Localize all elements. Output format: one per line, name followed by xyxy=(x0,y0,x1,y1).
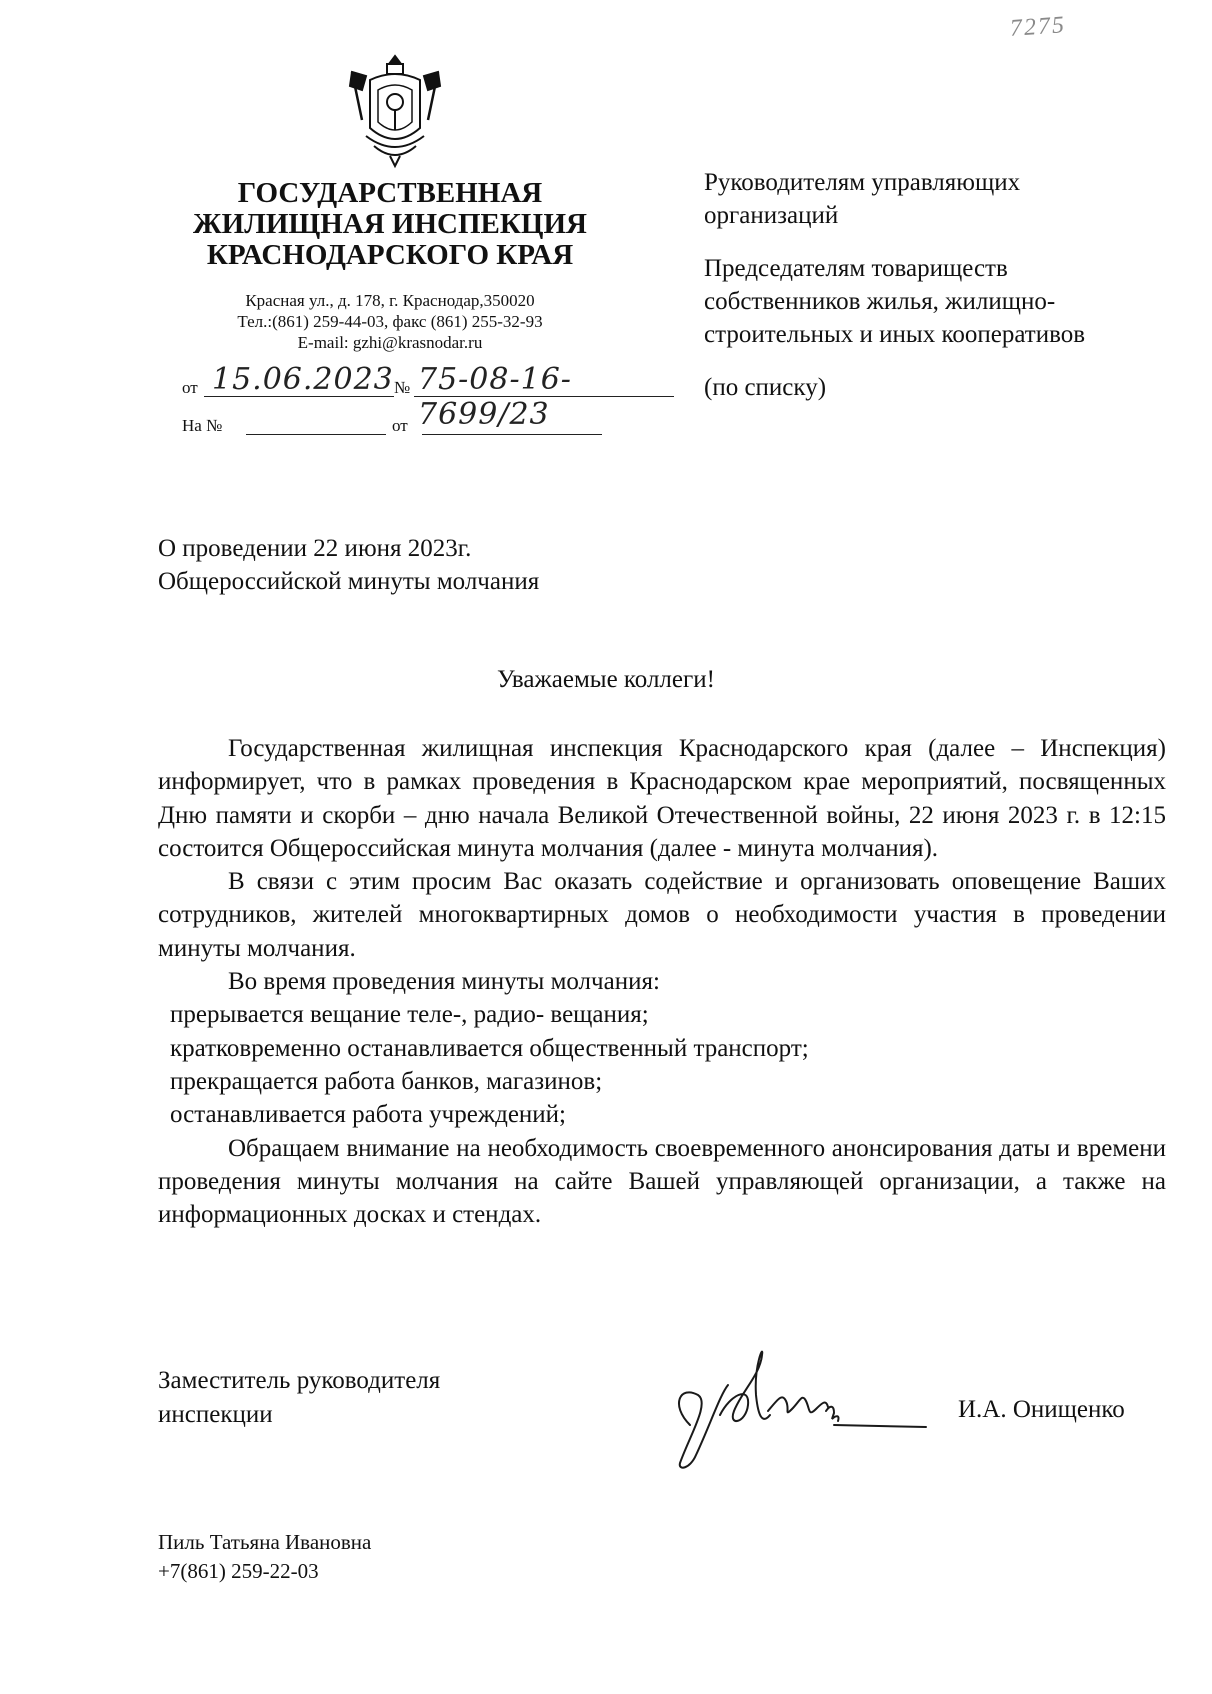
list-item: останавливается работа учреждений; xyxy=(170,1101,566,1129)
ref-number-underline xyxy=(246,434,386,435)
handwritten-signature xyxy=(650,1345,930,1475)
org-title-line: ЖИЛИЩНАЯ ИНСПЕКЦИЯ xyxy=(193,208,587,240)
ref-from-label: от xyxy=(392,416,408,435)
signer-name: И.А. Онищенко xyxy=(958,1396,1125,1423)
subject-line: О проведении 22 июня 2023г. xyxy=(158,535,472,562)
body-paragraph: Во время проведения минуты молчания: xyxy=(228,968,660,996)
handwritten-date: 15.06.2023 xyxy=(212,362,394,397)
executor-phone: +7(861) 259-22-03 xyxy=(158,1559,319,1583)
letter-subject xyxy=(158,532,539,598)
number-label: № xyxy=(394,378,411,397)
phone-fax: Тел.:(861) 259-44-03, факс (861) 255-32-93 xyxy=(237,312,543,331)
body-paragraph: В связи с этим просим Вас оказать содействие и организовать оповещение Ваших сотрудников, жителей многоквартирных домов о необходимости участия в проведении минуты молчания. xyxy=(158,868,1166,962)
closing-paragraph: Обращаем внимание на необходимость своевременного анонсирования даты и времени проведения минуты молчания на сайте Вашей управляющей организации, а также на информационных досках и стендах. xyxy=(158,1134,1166,1229)
list-item: кратковременно останавливается общественный транспорт; xyxy=(170,1034,809,1062)
executor-name: Пиль Татьяна Ивановна xyxy=(158,1530,372,1554)
handwritten-number: 75-08-16-7699/23 xyxy=(418,362,572,432)
org-title-line: КРАСНОДАРСКОГО КРАЯ xyxy=(206,239,574,271)
ref-from-underline xyxy=(422,434,602,435)
subject-line: Общероссийской минуты молчания xyxy=(158,568,540,595)
coat-of-arms-icon xyxy=(340,50,450,170)
letter-body xyxy=(158,732,1166,1231)
addressee: Руководителям управляющих организаций xyxy=(704,169,1021,229)
greeting: Уважаемые коллеги! xyxy=(497,666,715,693)
executor-block xyxy=(158,1528,371,1586)
email: E-mail: gzhi@krasnodar.ru xyxy=(297,333,483,352)
list-item: прекращается работа банков, магазинов; xyxy=(170,1067,603,1095)
ref-number-label: На № xyxy=(182,416,223,435)
signer-title xyxy=(158,1364,440,1432)
signer-title-line: Заместитель руководителя xyxy=(158,1367,441,1394)
date-label: от xyxy=(182,378,198,397)
signer-title-line: инспекции xyxy=(158,1401,273,1428)
reference-line xyxy=(182,416,622,440)
handwritten-corner-mark: 7275 xyxy=(1009,12,1067,42)
organization-title xyxy=(160,178,620,271)
addressee: (по списку) xyxy=(704,374,827,401)
list-item: прерывается вещание теле-, радио- вещания; xyxy=(170,1001,649,1029)
org-title-line: ГОСУДАРСТВЕННАЯ xyxy=(237,177,543,209)
addressees-block xyxy=(704,166,1124,424)
addressee: Председателям товариществ собственников жилья, жилищно-строительных и иных кооперативов xyxy=(704,255,1086,348)
body-paragraph: Государственная жилищная инспекция Краснодарского края (далее – Инспекция) информирует, что в рамках проведения в Краснодарском крае мероприятий, посвященных Дню памяти и скорби – дню начала Великой Отечественной войны, 22 июня 2023 г. в 12:15 состоится Общероссийская минута молчания (далее - минута молчания). xyxy=(158,735,1166,862)
organization-contacts xyxy=(180,290,600,353)
address: Красная ул., д. 178, г. Краснодар,350020 xyxy=(245,291,535,310)
